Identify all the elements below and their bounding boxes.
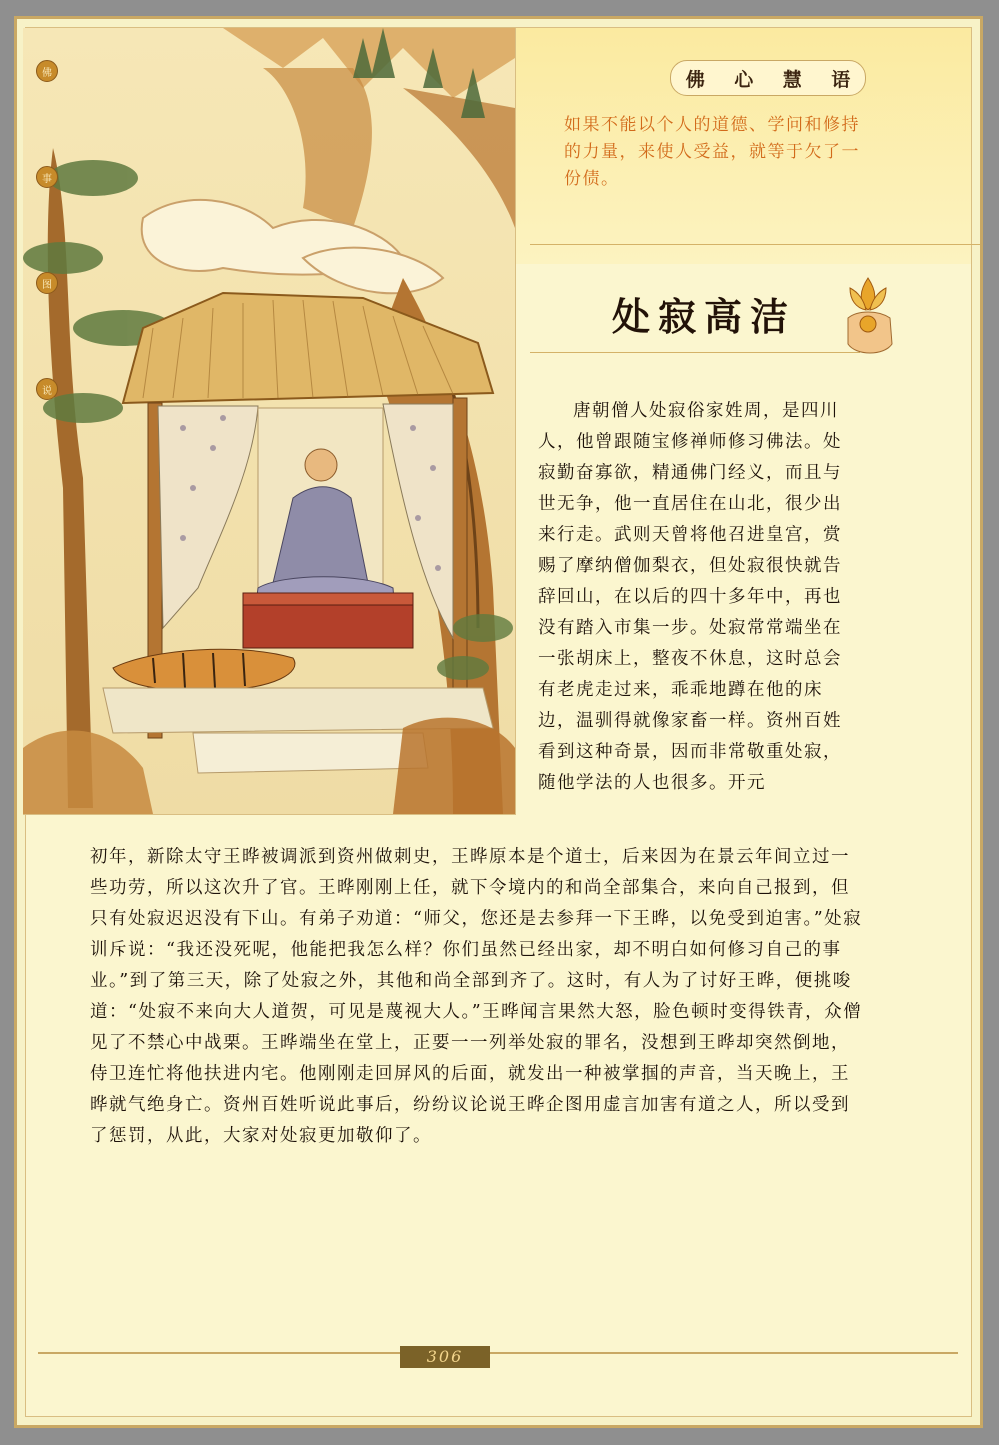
section-label-char: 慧 xyxy=(782,68,802,91)
sidebar-char: 事 xyxy=(36,166,58,188)
page-number: 306 xyxy=(400,1346,490,1368)
section-label xyxy=(670,60,866,96)
illustration-monk-in-hut xyxy=(23,28,516,815)
footer-rule xyxy=(38,1352,958,1354)
paragraph: 唐朝僧人处寂俗家姓周，是四川人，他曾跟随宝修禅师修习佛法。处寂勤奋寡欲，精通佛门经义，而且与世无争，他一直居住在山北，很少出来行走。武则天曾将他召进皇宫，赏赐了摩纳僧伽梨衣，但处寂很快就告辞回山，在以后的四十多年中，再也没有踏入市集一步。处寂常常端坐在一张胡床上，整夜不休息，这时总会有老虎走过来，乖乖地蹲在他的床边，温驯得就像家畜一样。资州百姓看到这种奇景，因而非常敬重处寂，随他学法的人也很多。开元 xyxy=(538,401,842,793)
article-body-bottom xyxy=(90,842,865,1152)
section-label-char: 心 xyxy=(734,68,754,91)
buddhist-quote: 如果不能以个人的道德、学问和修持的力量，来使人受益，就等于欠了一份债。 xyxy=(564,115,860,189)
article-body-top xyxy=(538,396,860,799)
sidebar-char: 说 xyxy=(36,378,58,400)
section-label-char: 佛 xyxy=(685,68,705,91)
section-label-char: 语 xyxy=(831,68,851,91)
sidebar-char: 图 xyxy=(36,272,58,294)
divider xyxy=(530,352,860,353)
lotus-hand-icon xyxy=(836,270,900,360)
paragraph: 初年，新除太守王晔被调派到资州做刺史，王晔原本是个道士，后来因为在景云年间立过一些功劳，所以这次升了官。王晔刚刚上任，就下令境内的和尚全部集合，来向自己报到，但只有处寂迟迟没有下山。有弟子劝道：“师父，您还是去参拜一下王晔，以免受到迫害。”处寂训斥说：“我还没死呢，他能把我怎么样？你们虽然已经出家，却不明白如何修习自己的事业。”到了第三天，除了处寂之外，其他和尚全部到齐了。这时，有人为了讨好王晔，便挑唆道：“处寂不来向大人道贺，可见是蔑视大人。”王晔闻言果然大怒，脸色顿时变得铁青，众僧见了不禁心中战栗。王晔端坐在堂上，正要一一列举处寂的罪名，没想到王晔却突然倒地，侍卫连忙将他扶进内宅。他刚刚走回屏风的后面，就发出一种被掌掴的声音，当天晚上，王晔就气绝身亡。资州百姓听说此事后，纷纷议论说王晔企图用虚言加害有道之人，所以受到了惩罚，从此，大家对处寂更加敬仰了。 xyxy=(90,847,863,1146)
article-title: 处寂高洁 xyxy=(612,294,797,339)
divider xyxy=(530,244,980,245)
illustration-svg xyxy=(23,28,515,814)
sidebar-char: 佛 xyxy=(36,60,58,82)
